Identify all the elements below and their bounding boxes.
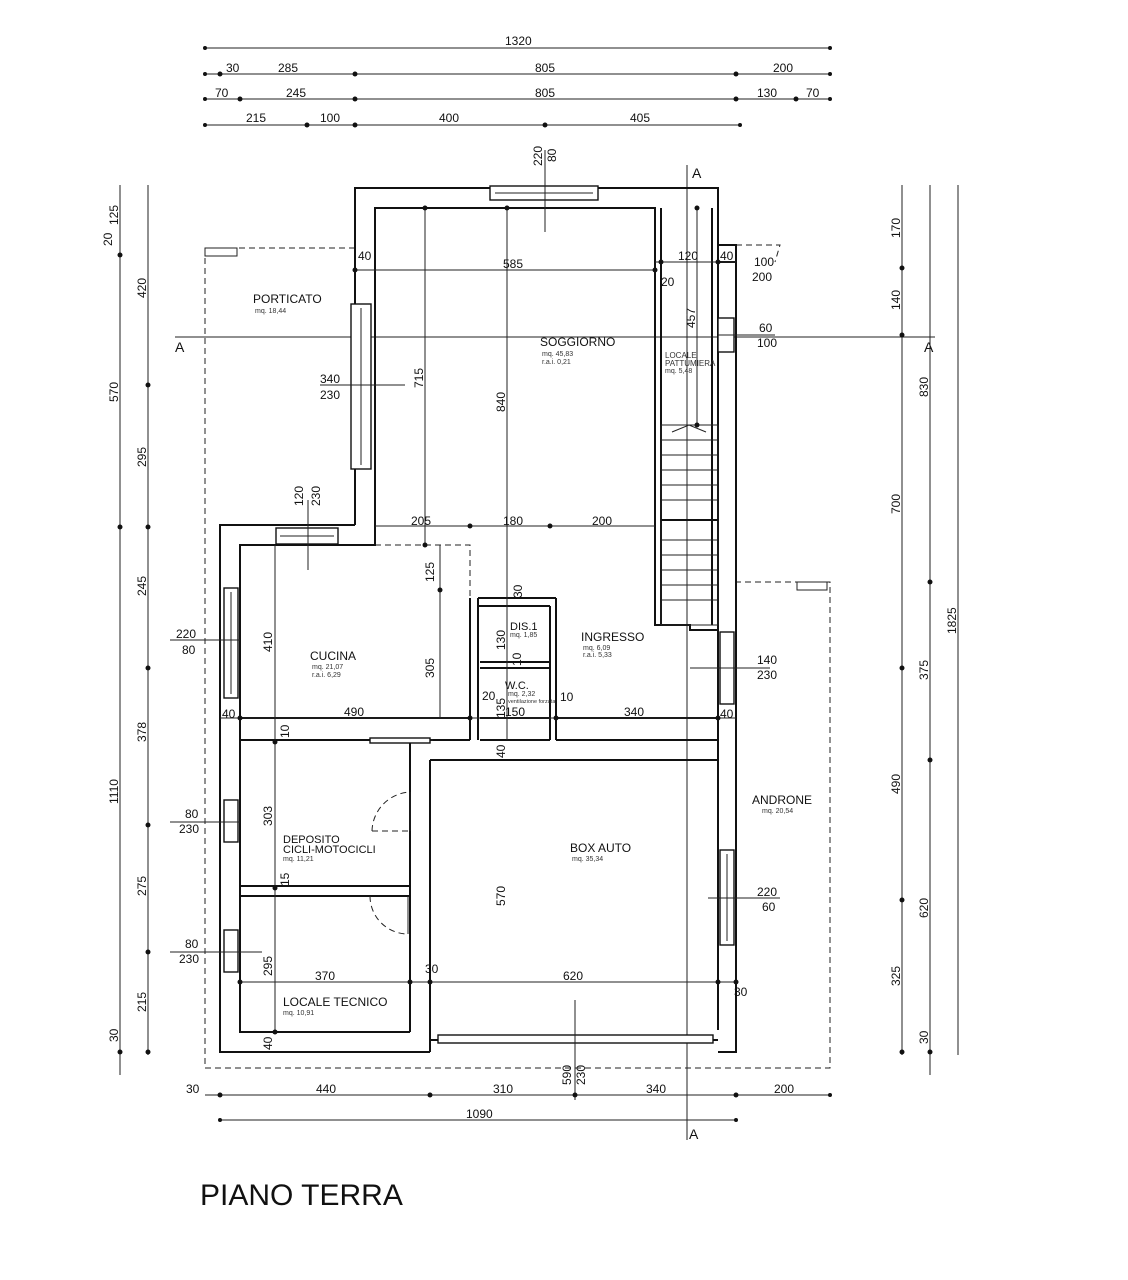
room-cucina-rai: r.a.i. 6,29 <box>312 672 341 679</box>
room-porticato-area: mq. 18,44 <box>255 308 287 315</box>
wdim-pat-100: 100 <box>754 255 775 269</box>
dim-130: 130 <box>757 86 778 100</box>
ldim-295: 295 <box>135 446 149 467</box>
idim-dep10: 10 <box>278 724 292 738</box>
room-cucina-area: mq. 21,07 <box>312 664 344 671</box>
idim-840: 840 <box>494 391 508 412</box>
wdim-dep-230: 230 <box>179 822 200 836</box>
wdim-cucl-80: 80 <box>182 643 196 657</box>
rdim-170: 170 <box>889 217 903 238</box>
wdim-ing-140: 140 <box>757 653 778 667</box>
bdim-30: 30 <box>186 1082 200 1096</box>
idim-v10: 10 <box>510 652 524 666</box>
section-a-left: A <box>175 339 185 355</box>
room-box: BOX AUTO <box>570 841 632 855</box>
dim-30: 30 <box>226 61 240 75</box>
wdim-sogg-340: 340 <box>320 372 341 386</box>
room-wc-note: ventilazione forzata <box>508 699 556 705</box>
rdim-1825: 1825 <box>945 607 959 634</box>
dim-70a: 70 <box>215 86 229 100</box>
bdim-310: 310 <box>493 1082 514 1096</box>
idim-620: 620 <box>563 969 584 983</box>
idim-v135: 135 <box>494 697 508 718</box>
idim-457: 457 <box>684 307 698 328</box>
bdim-440: 440 <box>316 1082 337 1096</box>
rdim-620: 620 <box>917 897 931 918</box>
room-cucina: CUCINA <box>310 649 357 663</box>
room-dis1: DIS.1 <box>510 621 538 633</box>
idim-125: 125 <box>423 561 437 582</box>
wdim-top-220: 220 <box>531 145 545 166</box>
wdim-box-220: 220 <box>757 885 778 899</box>
wdim-tec-80: 80 <box>185 937 199 951</box>
dim-215: 215 <box>246 111 267 125</box>
bdim-200: 200 <box>774 1082 795 1096</box>
wdim-patw-60: 60 <box>759 321 773 335</box>
walls <box>220 188 736 1052</box>
wdim-top-80: 80 <box>545 148 559 162</box>
ldim-570: 570 <box>107 381 121 402</box>
idim-200: 200 <box>592 514 613 528</box>
doors <box>370 738 433 934</box>
ldim-125: 125 <box>107 204 121 225</box>
top-dimensions <box>203 34 832 128</box>
bdim-340: 340 <box>646 1082 667 1096</box>
bottom-dimensions <box>186 1082 832 1122</box>
idim-40c: 40 <box>720 707 734 721</box>
dim-285: 285 <box>278 61 299 75</box>
idim-tec30: 30 <box>425 962 439 976</box>
room-tecnico: LOCALE TECNICO <box>283 995 388 1009</box>
stairs <box>661 425 718 625</box>
dim-245: 245 <box>286 86 307 100</box>
idim-305: 305 <box>423 657 437 678</box>
bdim-1090: 1090 <box>466 1107 493 1121</box>
dim-400: 400 <box>439 111 460 125</box>
ldim-1110: 1110 <box>107 779 121 804</box>
ldim-245: 245 <box>135 575 149 596</box>
ldim-275: 275 <box>135 875 149 896</box>
rdim-700: 700 <box>889 493 903 514</box>
room-soggiorno: SOGGIORNO <box>540 335 616 349</box>
room-ingresso: INGRESSO <box>581 630 645 644</box>
idim-490: 490 <box>344 705 365 719</box>
idim-40top: 40 <box>720 249 734 263</box>
rdim-30: 30 <box>917 1030 931 1044</box>
room-box-area: mq. 35,34 <box>572 856 604 863</box>
idim-303: 303 <box>261 805 275 826</box>
ldim-378: 378 <box>135 721 149 742</box>
room-tecnico-area: mq. 10,91 <box>283 1010 315 1017</box>
dim-70b: 70 <box>806 86 820 100</box>
idim-40a: 40 <box>358 249 372 263</box>
room-deposito-area: mq. 11,21 <box>283 856 314 863</box>
room-pattumiera-1: LOCALE <box>665 351 697 360</box>
idim-v30: 30 <box>511 584 525 598</box>
rdim-140: 140 <box>889 289 903 310</box>
idim-h10: 10 <box>560 690 574 704</box>
wdim-pat-200: 200 <box>752 270 773 284</box>
room-ingresso-rai: r.a.i. 5,33 <box>583 652 612 659</box>
rdim-325: 325 <box>889 965 903 986</box>
idim-370: 370 <box>315 969 336 983</box>
rdim-490: 490 <box>889 773 903 794</box>
deposito-window <box>224 800 238 842</box>
room-soggiorno-rai: r.a.i. 0,21 <box>542 359 571 366</box>
idim-v130: 130 <box>494 629 508 650</box>
room-soggiorno-area: mq. 45,83 <box>542 351 574 358</box>
room-dis1-area: mq. 1,85 <box>510 632 538 639</box>
idim-410: 410 <box>261 631 275 652</box>
idim-15: 15 <box>278 872 292 886</box>
ldim-215: 215 <box>135 991 149 1012</box>
room-pattumiera-2: PATTUMIERA <box>665 359 716 368</box>
idim-40b: 40 <box>222 707 236 721</box>
ldim-20: 20 <box>101 232 115 246</box>
tecnico-window <box>224 930 238 972</box>
wdim-cucl-220: 220 <box>176 627 197 641</box>
section-a-right: A <box>924 339 934 355</box>
dim-405: 405 <box>630 111 651 125</box>
idim-120: 120 <box>678 249 699 263</box>
room-androne-area: mq. 20,54 <box>762 808 794 815</box>
idim-295: 295 <box>261 955 275 976</box>
idim-h150: 150 <box>505 705 526 719</box>
wdim-patw-100: 100 <box>757 336 778 350</box>
dim-805: 805 <box>535 61 556 75</box>
room-pattumiera-area: mq. 5,48 <box>665 368 693 375</box>
dim-1320: 1320 <box>505 34 532 48</box>
dim-805b: 805 <box>535 86 556 100</box>
rdim-830: 830 <box>917 376 931 397</box>
room-wc-area: mq. 2,32 <box>508 691 536 698</box>
wdim-bot-230: 230 <box>574 1064 588 1085</box>
page-title: PIANO TERRA <box>200 1179 403 1212</box>
idim-h340: 340 <box>624 705 645 719</box>
wdim-bot-590: 590 <box>560 1064 574 1085</box>
wdim-cuc-120: 120 <box>292 485 306 506</box>
section-a-bottom: A <box>689 1126 699 1142</box>
wdim-box-60: 60 <box>762 900 776 914</box>
idim-180: 180 <box>503 514 524 528</box>
wdim-ing-230: 230 <box>757 668 778 682</box>
dim-100: 100 <box>320 111 341 125</box>
ldim-420: 420 <box>135 277 149 298</box>
idim-585: 585 <box>503 257 524 271</box>
idim-715: 715 <box>412 367 426 388</box>
ldim-30: 30 <box>107 1028 121 1042</box>
idim-205: 205 <box>411 514 432 528</box>
room-wc: W.C. <box>505 680 529 692</box>
idim-40e: 40 <box>261 1036 275 1050</box>
room-ingresso-area: mq. 6,09 <box>583 645 611 652</box>
wdim-tec-230: 230 <box>179 952 200 966</box>
rdim-375: 375 <box>917 659 931 680</box>
idim-box30: 30 <box>734 985 748 999</box>
idim-20top: 20 <box>661 275 675 289</box>
idim-h20: 20 <box>482 689 496 703</box>
wdim-cuc-230: 230 <box>309 485 323 506</box>
left-dimensions <box>101 185 151 1075</box>
room-deposito-1: DEPOSITO <box>283 834 340 846</box>
idim-570: 570 <box>494 885 508 906</box>
section-a-top: A <box>692 165 702 181</box>
wdim-sogg-230: 230 <box>320 388 341 402</box>
wdim-dep-80: 80 <box>185 807 199 821</box>
room-androne: ANDRONE <box>752 793 813 807</box>
dim-200: 200 <box>773 61 794 75</box>
right-dimensions <box>889 185 959 1075</box>
room-porticato: PORTICATO <box>253 292 322 306</box>
idim-40d: 40 <box>494 744 508 758</box>
room-deposito-2: CICLI-MOTOCICLI <box>283 844 376 856</box>
